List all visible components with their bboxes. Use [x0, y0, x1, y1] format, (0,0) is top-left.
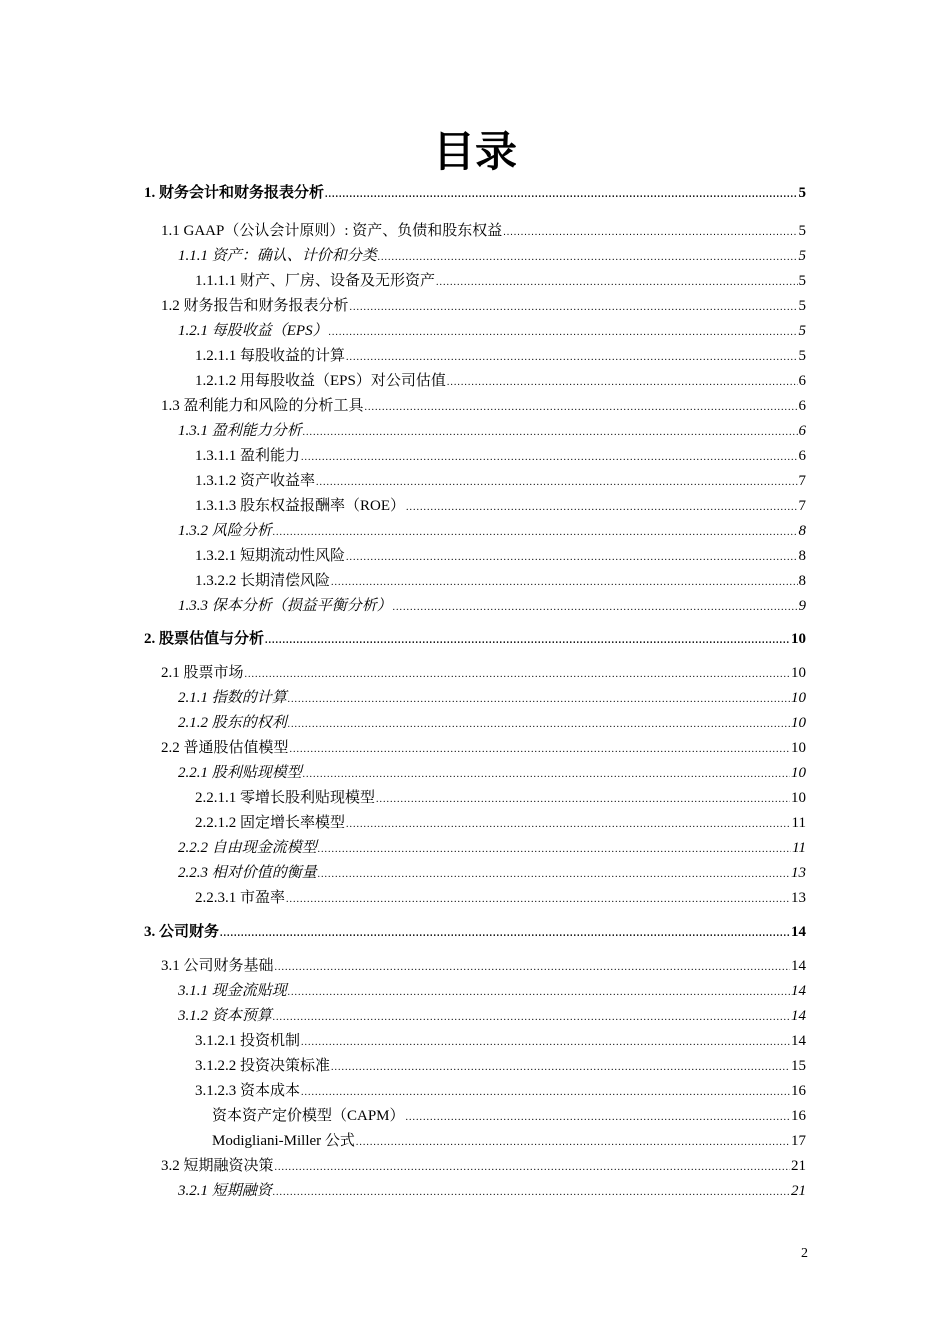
toc-entry[interactable] [195, 496, 806, 516]
toc-entry[interactable] [161, 1156, 806, 1176]
toc-entry-label: 1.3.1.2 资产收益率 [195, 473, 316, 489]
toc-entry-page: 5 [798, 323, 806, 339]
toc-entry-label: 1.3.1.1 盈利能力 [195, 448, 301, 464]
toc-entry[interactable] [195, 546, 806, 566]
toc-entry-page: 17 [791, 1133, 806, 1149]
toc-leader-dots [356, 1133, 790, 1153]
toc-entry-page: 10 [791, 690, 806, 706]
toc-leader-dots [303, 765, 790, 785]
toc-entry[interactable] [178, 246, 806, 266]
toc-entry-page: 6 [798, 398, 806, 414]
toc-entry-label: 1. 财务会计和财务报表分析 [144, 185, 325, 201]
toc-entry[interactable] [178, 321, 806, 341]
toc-entry[interactable] [161, 221, 806, 241]
toc-leader-dots [318, 865, 790, 885]
toc-leader-dots [331, 573, 797, 593]
page-title: 目录 [432, 127, 517, 176]
toc-entry-page: 11 [792, 840, 806, 856]
toc-entry-label: 1.3.3 保本分析（损益平衡分析） [178, 598, 392, 614]
toc-entry-page: 16 [791, 1108, 806, 1124]
toc-entry-page: 21 [791, 1183, 806, 1199]
toc-entry-label: 2.2.1 股利贴现模型 [178, 765, 302, 781]
toc-leader-dots [378, 248, 798, 268]
toc-entry-page: 10 [791, 765, 806, 781]
toc-leader-dots [318, 840, 791, 860]
toc-entry-label: 1.2.1 每股收益（EPS） [178, 323, 328, 339]
toc-entry-label: 2.1 股票市场 [161, 665, 244, 681]
toc-leader-dots [325, 185, 797, 205]
toc-entry-page: 11 [791, 815, 806, 831]
toc-entry-label: 1.1 GAAP（公认会计原则）: 资产、负债和股东权益 [161, 223, 503, 239]
toc-entry[interactable] [195, 471, 806, 491]
toc-entry-label: 2.2.3 相对价值的衡量 [178, 865, 317, 881]
toc-entry[interactable] [161, 663, 806, 683]
toc-entry[interactable] [195, 788, 806, 808]
toc-leader-dots [436, 273, 797, 293]
toc-leader-dots [288, 715, 790, 735]
toc-entry-page: 9 [798, 598, 806, 614]
toc-entry[interactable] [178, 713, 806, 733]
toc-leader-dots [290, 740, 790, 760]
toc-entry-page: 10 [791, 631, 806, 647]
toc-entry-label: 2.2.3.1 市盈率 [195, 890, 286, 906]
toc-entry[interactable] [178, 863, 806, 883]
toc-entry-page: 5 [798, 273, 806, 289]
toc-entry-page: 8 [798, 548, 806, 564]
toc-entry-label: 2.1.2 股东的权利 [178, 715, 287, 731]
toc-entry-page: 10 [791, 790, 806, 806]
toc-entry-label: 3.1 公司财务基础 [161, 958, 274, 974]
toc-entry[interactable] [212, 1131, 806, 1151]
toc-entry-label: 3.2.1 短期融资 [178, 1183, 272, 1199]
toc-leader-dots [329, 323, 798, 343]
toc-entry-page: 14 [791, 924, 806, 940]
toc-entry-page: 5 [798, 298, 806, 314]
toc-entry[interactable] [178, 981, 806, 1001]
toc-entry[interactable] [178, 596, 806, 616]
toc-leader-dots [365, 398, 798, 418]
toc-entry-label: 1.1.1.1 财产、厂房、设备及无形资产 [195, 273, 436, 289]
toc-entry-label: 1.1.1 资产：确认、计价和分类 [178, 248, 377, 264]
toc-entry[interactable] [161, 296, 806, 316]
toc-entry[interactable] [178, 1181, 806, 1201]
toc-entry[interactable] [195, 1056, 806, 1076]
toc-leader-dots [273, 1183, 790, 1203]
toc-leader-dots [286, 890, 790, 910]
toc-entry-label: 1.3.2 风险分析 [178, 523, 272, 539]
toc-leader-dots [301, 448, 797, 468]
toc-entry[interactable] [178, 838, 806, 858]
toc-entry-page: 7 [798, 498, 806, 514]
toc-entry-label: 1.2.1.2 用每股收益（EPS）对公司估值 [195, 373, 446, 389]
toc-leader-dots [447, 373, 798, 393]
toc-entry-label: 3.1.2.2 投资决策标准 [195, 1058, 331, 1074]
toc-leader-dots [350, 298, 798, 318]
toc-leader-dots [406, 1108, 790, 1128]
toc-entry[interactable] [195, 813, 806, 833]
page-number: 2 [801, 1246, 808, 1261]
toc-entry-label: 1.3 盈利能力和风险的分析工具 [161, 398, 364, 414]
toc-entry[interactable] [161, 956, 806, 976]
toc-entry[interactable] [161, 396, 806, 416]
toc-leader-dots [245, 665, 790, 685]
toc-leader-dots [288, 983, 790, 1003]
toc-entry-label: 2.2.2 自由现金流模型 [178, 840, 317, 856]
toc-entry[interactable] [178, 521, 806, 541]
toc-entry-page: 8 [798, 573, 806, 589]
toc-entry-page: 5 [798, 185, 806, 201]
toc-entry-page: 14 [791, 1008, 806, 1024]
toc-entry[interactable] [178, 421, 806, 441]
toc-entry-page: 10 [791, 665, 806, 681]
toc-entry[interactable] [144, 629, 806, 649]
toc-leader-dots [273, 523, 798, 543]
toc-entry-label: 2.2.1.2 固定增长率模型 [195, 815, 346, 831]
toc-entry[interactable] [178, 688, 806, 708]
toc-entry-label: Modigliani-Miller 公式 [212, 1133, 355, 1149]
toc-entry-label: 2.2 普通股估值模型 [161, 740, 289, 756]
toc-entry-label: 1.2.1.1 每股收益的计算 [195, 348, 346, 364]
toc-entry-label: 3.1.2.3 资本成本 [195, 1083, 301, 1099]
toc-entry-page: 15 [791, 1058, 806, 1074]
toc-leader-dots [346, 815, 791, 835]
toc-entry[interactable] [144, 922, 806, 942]
toc-leader-dots [316, 473, 797, 493]
toc-entry-page: 8 [798, 523, 806, 539]
toc-entry-page: 6 [798, 448, 806, 464]
toc-leader-dots [331, 1058, 790, 1078]
toc-entry-page: 7 [798, 473, 806, 489]
toc-entry[interactable] [212, 1106, 806, 1126]
toc-entry[interactable] [195, 888, 806, 908]
toc-entry[interactable] [195, 371, 806, 391]
toc-entry[interactable] [195, 271, 806, 291]
toc-entry-page: 5 [798, 348, 806, 364]
toc-leader-dots [275, 1158, 790, 1178]
toc-entry[interactable] [178, 763, 806, 783]
toc-entry-page: 14 [791, 1033, 806, 1049]
toc-leader-dots [503, 223, 797, 243]
toc-leader-dots [301, 1083, 790, 1103]
toc-leader-dots [346, 348, 797, 368]
toc-entry-page: 13 [791, 865, 806, 881]
toc-entry-label: 1.2 财务报告和财务报表分析 [161, 298, 349, 314]
toc-leader-dots [265, 631, 790, 651]
toc-leader-dots [393, 598, 798, 618]
toc-entry-page: 13 [791, 890, 806, 906]
toc-entry-page: 5 [798, 248, 806, 264]
toc-entry-label: 2. 股票估值与分析 [144, 631, 265, 647]
toc-leader-dots [301, 1033, 790, 1053]
toc-entry[interactable] [144, 183, 806, 203]
toc-entry-label: 2.2.1.1 零增长股利贴现模型 [195, 790, 376, 806]
toc-leader-dots [376, 790, 790, 810]
toc-leader-dots [273, 1008, 790, 1028]
toc-leader-dots [406, 498, 797, 518]
toc-leader-dots [220, 924, 790, 944]
toc-entry-label: 3.1.1 现金流贴现 [178, 983, 287, 999]
toc-entry-label: 2.1.1 指数的计算 [178, 690, 287, 706]
toc-entry-page: 6 [798, 423, 806, 439]
toc-entry-label: 3.2 短期融资决策 [161, 1158, 274, 1174]
toc-entry-page: 21 [791, 1158, 806, 1174]
toc-entry[interactable] [161, 738, 806, 758]
toc-entry-label: 1.3.2.2 长期清偿风险 [195, 573, 331, 589]
toc-entry-page: 5 [798, 223, 806, 239]
toc-entry[interactable] [178, 1006, 806, 1026]
toc-leader-dots [288, 690, 790, 710]
toc-entry[interactable] [195, 571, 806, 591]
toc-entry[interactable] [195, 1081, 806, 1101]
toc-entry-label: 3.1.2 资本预算 [178, 1008, 272, 1024]
toc-entry[interactable] [195, 1031, 806, 1051]
toc-leader-dots [346, 548, 797, 568]
toc-entry-label: 1.3.1 盈利能力分析 [178, 423, 302, 439]
toc-entry-label: 资本资产定价模型（CAPM） [212, 1108, 405, 1124]
toc-leader-dots [275, 958, 790, 978]
toc-entry-page: 14 [791, 983, 806, 999]
toc-entry-label: 1.3.2.1 短期流动性风险 [195, 548, 346, 564]
toc-entry-page: 14 [791, 958, 806, 974]
toc-entry-label: 1.3.1.3 股东权益报酬率（ROE） [195, 498, 406, 514]
toc-entry-label: 3.1.2.1 投资机制 [195, 1033, 301, 1049]
toc-entry[interactable] [195, 346, 806, 366]
toc-entry-page: 10 [791, 740, 806, 756]
toc-entry-label: 3. 公司财务 [144, 924, 220, 940]
toc-entry-page: 10 [791, 715, 806, 731]
toc-entry-page: 6 [798, 373, 806, 389]
toc-entry-page: 16 [791, 1083, 806, 1099]
toc-leader-dots [303, 423, 798, 443]
toc-entry[interactable] [195, 446, 806, 466]
